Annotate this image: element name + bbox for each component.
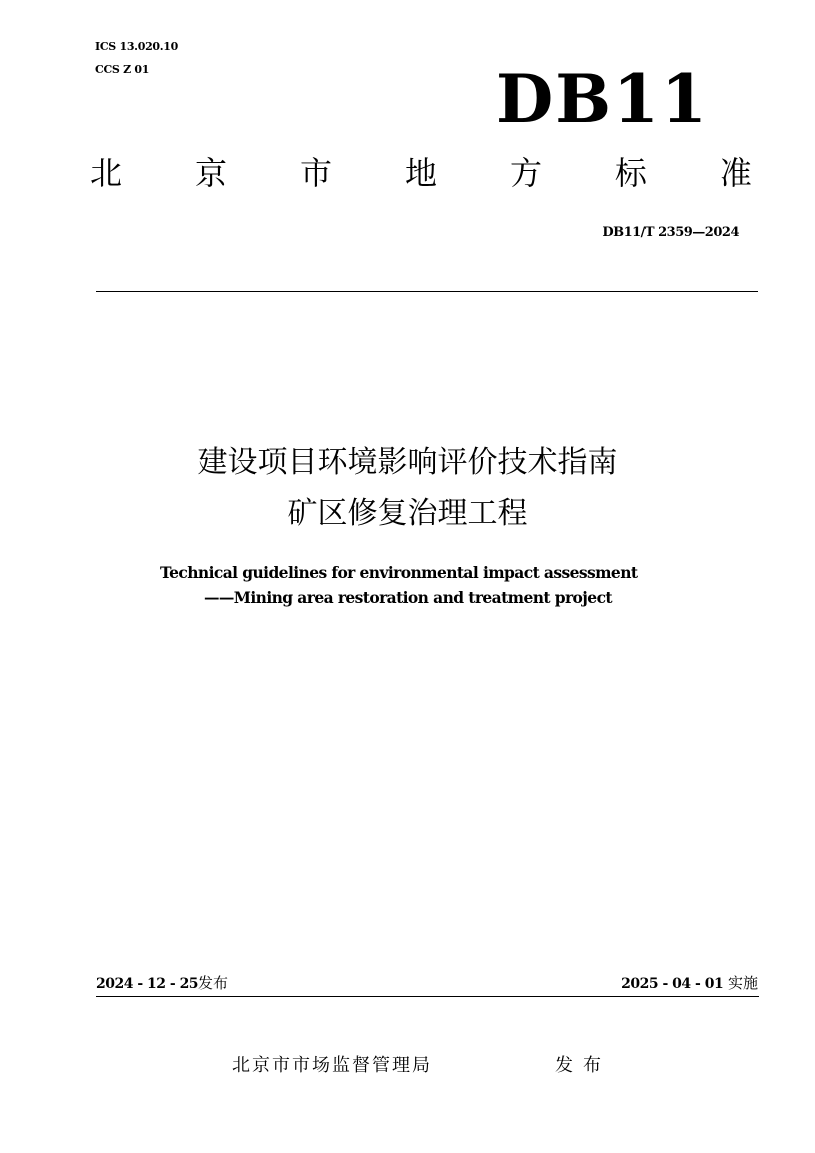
standard-type-char: 北 — [90, 154, 123, 192]
publish-word: 发布 — [555, 1055, 611, 1076]
issue-date — [96, 976, 228, 991]
footer-divider — [96, 996, 759, 997]
title-en-line1: Technical guidelines for environmental impact assessment — [160, 563, 638, 582]
implementation-date — [621, 976, 758, 991]
standard-type-char: 市 — [299, 154, 332, 192]
header-divider — [96, 291, 758, 292]
standard-type-char: 京 — [194, 154, 227, 192]
title-cn-line1: 建设项目环境影响评价技术指南 — [197, 445, 618, 480]
standard-type — [90, 154, 752, 192]
ccs-code: CCS Z 01 — [95, 63, 150, 76]
db-mark: DB11 — [496, 60, 709, 138]
title-en-line2: ——Mining area restoration and treatment project — [204, 588, 612, 607]
standard-number: DB11/T 2359—2024 — [602, 225, 739, 240]
issue-label: 发布 — [198, 974, 229, 992]
ics-code: ICS 13.020.10 — [95, 40, 179, 53]
implementation-date-value: 2025 - 04 - 01 — [621, 976, 724, 992]
standard-type-char: 标 — [614, 154, 647, 192]
standard-type-char: 准 — [719, 154, 752, 192]
standard-type-char: 地 — [404, 154, 437, 192]
title-cn-line2: 矿区修复治理工程 — [287, 496, 528, 531]
publisher: 北京市市场监督管理局 — [232, 1055, 432, 1076]
standard-type-char: 方 — [509, 154, 542, 192]
issue-date-value: 2024 - 12 - 25 — [96, 976, 199, 992]
implementation-label: 实施 — [727, 974, 758, 992]
